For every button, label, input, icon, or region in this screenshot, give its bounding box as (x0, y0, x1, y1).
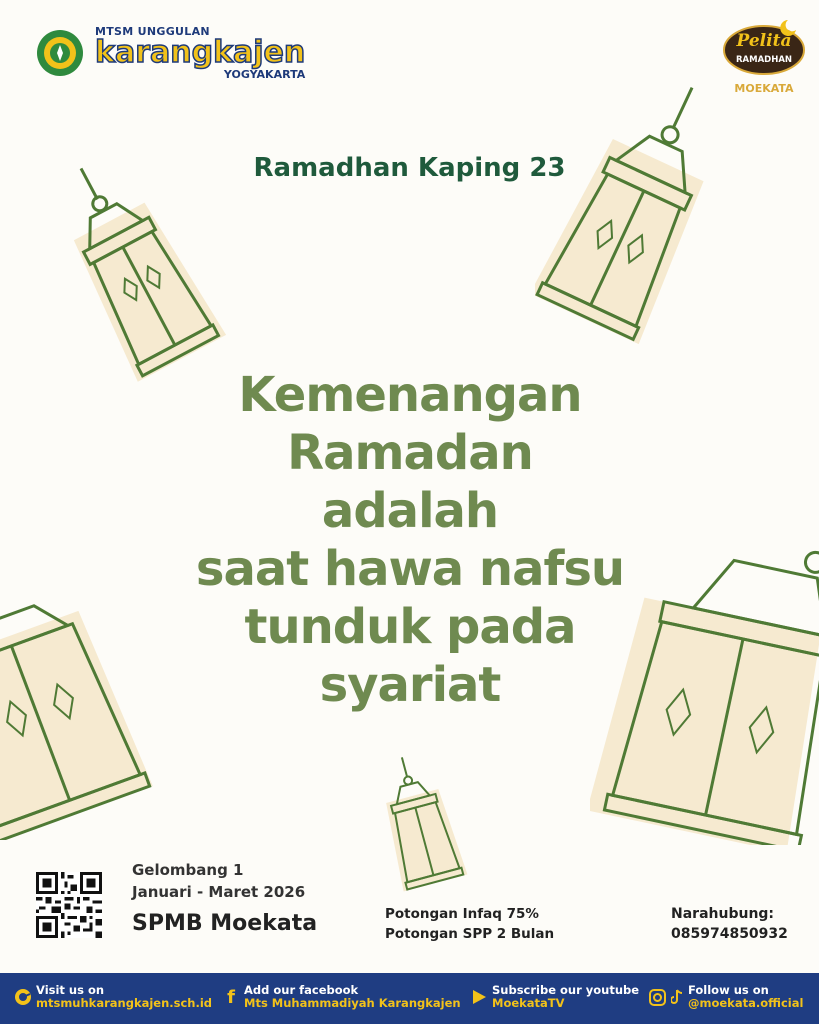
footer-youtube-value[interactable]: MoekataTV (492, 996, 565, 1010)
contact-info (671, 904, 788, 944)
registration-info (132, 859, 305, 903)
footer-youtube-label: Subscribe our youtube (492, 983, 640, 997)
footer-website[interactable] (14, 984, 212, 1010)
facebook-icon: f (227, 986, 235, 1008)
qr-code[interactable] (36, 872, 102, 938)
contact-phone[interactable]: 085974850932 (671, 926, 788, 942)
lantern-top-right-illustration (535, 75, 735, 345)
school-logo-name: karangkajen (95, 35, 306, 70)
quote-line: syariat (319, 657, 501, 713)
registration-period: Januari - Maret 2026 (132, 883, 306, 901)
footer-social[interactable] (648, 984, 803, 1010)
quote (60, 366, 760, 714)
registration-wave: Gelombang 1 (132, 861, 244, 879)
quote-line: saat hawa nafsu (195, 541, 625, 597)
quote-line: adalah (321, 483, 499, 539)
subtitle: Ramadhan Kaping 23 (253, 153, 566, 183)
quote-line: Kemenangan (238, 367, 582, 423)
pelita-ramadhan-logo (718, 14, 810, 100)
footer-social-label: Follow us on (688, 983, 769, 997)
quote-line: tunduk pada (244, 599, 576, 655)
promo-info (385, 904, 554, 944)
promo-line-1: Potongan Infaq 75% (385, 906, 539, 922)
lantern-bottom-center-illustration (365, 755, 475, 895)
globe-icon (14, 988, 32, 1006)
promo-line-2: Potongan SPP 2 Bulan (385, 926, 555, 942)
quote-line: Ramadan (287, 425, 533, 481)
footer-social-value[interactable]: @moekata.official (688, 996, 804, 1010)
contact-label: Narahubung: (671, 906, 775, 922)
registration-title: SPMB Moekata (132, 911, 318, 936)
lantern-top-left-illustration (40, 155, 230, 385)
tiktok-icon (670, 988, 684, 1006)
footer-facebook-value[interactable]: Mts Muhammadiyah Karangkajen (244, 996, 461, 1010)
footer-facebook[interactable] (222, 984, 461, 1010)
footer-facebook-label: Add our facebook (244, 983, 359, 997)
school-emblem-icon (35, 28, 85, 78)
school-logo-city: YOGYAKARTA (223, 68, 306, 81)
instagram-icon (648, 988, 666, 1006)
footer-website-label: Visit us on (36, 983, 105, 997)
pelita-logo-line1: Pelita (736, 31, 792, 51)
school-logo (35, 26, 305, 80)
pelita-logo-line3: MOEKATA (734, 82, 794, 95)
school-logo-top-text: MTSM UNGGULAN (95, 25, 210, 38)
footer-youtube[interactable] (470, 984, 639, 1010)
footer-website-value[interactable]: mtsmuhkarangkajen.sch.id (36, 996, 213, 1010)
youtube-icon (470, 988, 488, 1006)
footer-bar (0, 973, 819, 1024)
pelita-logo-line2: RAMADHAN (735, 55, 793, 65)
